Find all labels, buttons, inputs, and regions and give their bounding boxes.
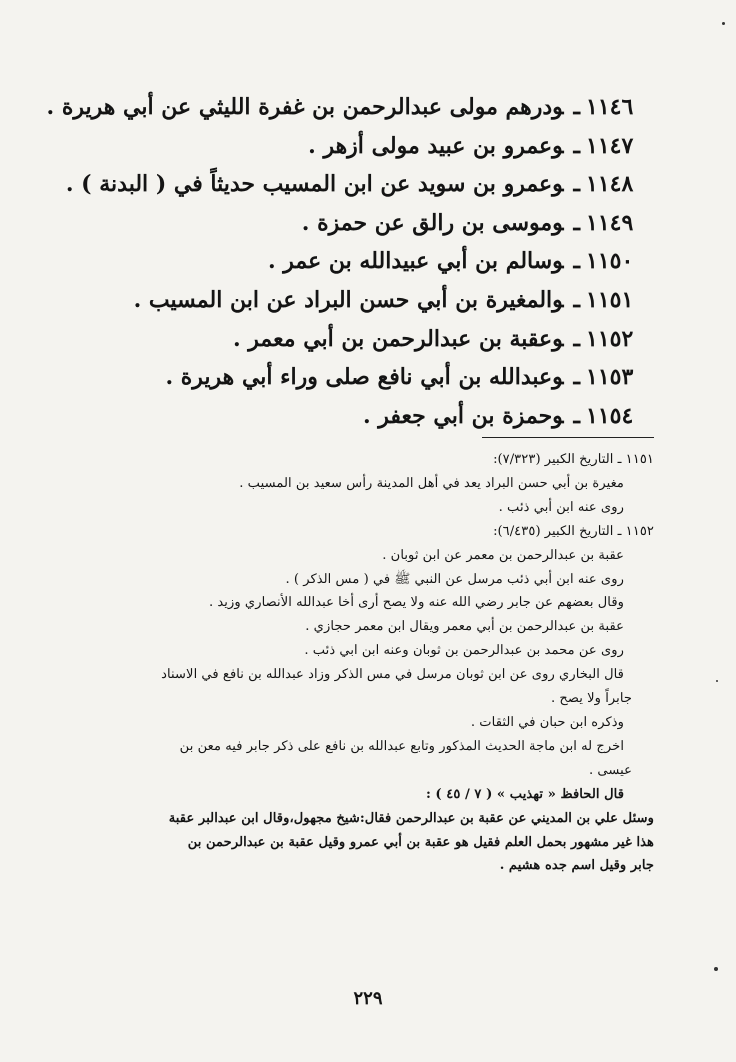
ibn-majah-line: اخرج له ابن ماجة الحديث المذكور وتابع عبدالله بن نافع على ذكر جابر فيه معن بن: [179, 738, 624, 754]
footnote-line: عقبة بن عبدالرحمن بن أبي معمر ويقال ابن معمر حجازي .: [305, 619, 624, 635]
entry-number: ١١٥٣: [586, 364, 634, 391]
entry: ١١٥٢ـوعقبة بن عبدالرحمن بن أبي معمر .: [44, 320, 644, 359]
entry-text: وسالم بن أبي عبيدالله بن عمر .: [267, 248, 564, 275]
hafiz-text-line: وسئل علي بن المديني عن عقبة بن عبدالرحمن فقال:شيخ مجهول،وقال ابن عبدالبر عقبة: [168, 810, 654, 826]
entry-number: ١١٥١: [586, 286, 634, 313]
entry-number: ١١٥٢: [586, 325, 634, 352]
entry: ١١٥٣ـوعبدالله بن أبي نافع صلى وراء أبي هريرة .: [44, 358, 644, 397]
entry-list: [44, 88, 644, 435]
footnote-line: مغيرة بن أبي حسن البراد يعد في أهل المدينة رأس سعيد بن المسيب .: [239, 475, 624, 491]
bukhari-quote-line: قال البخاري روى عن ابن ثوبان مرسل في مس الذكر وزاد عبدالله بن نافع في الاسناد: [161, 667, 624, 683]
entry-text: ودرهم مولى عبدالرحمن بن غفرة الليثي عن أبي هريرة .: [46, 94, 564, 120]
footnote-line: روى عنه ابن أبي ذئب .: [498, 499, 624, 515]
entry-number: ١١٤٦: [586, 94, 634, 120]
entry-text: وعمرو بن عبيد مولى أزهر .: [308, 132, 564, 159]
hafiz-text-line: هذا غير مشهور بحمل العلم فقيل هو عقبة بن أبي عمرو وقيل عقبة بن عبدالرحمن بن: [187, 834, 654, 850]
entry: ١١٥٠ـوسالم بن أبي عبيدالله بن عمر .: [44, 242, 644, 281]
footnote-line: عقبة بن عبدالرحمن بن معمر عن ابن ثوبان .: [382, 547, 624, 563]
entry-text: وحمزة بن أبي جعفر .: [362, 402, 564, 429]
entry-number: ١١٥٤: [586, 402, 634, 429]
entry: ١١٥١ـوالمغيرة بن أبي حسن البراد عن ابن المسيب .: [44, 281, 644, 320]
entry-text: والمغيرة بن أبي حسن البراد عن ابن المسيب .: [133, 286, 564, 313]
entry-text: وعبدالله بن أبي نافع صلى وراء أبي هريرة .: [165, 364, 564, 391]
entry: ١١٤٨ـوعمرو بن سويد عن ابن المسيب حديثاً في ( البدنة ) .: [44, 165, 644, 204]
entry: ١١٤٧ـوعمرو بن عبيد مولى أزهر .: [44, 127, 644, 166]
entry-number: ١١٤٩: [586, 209, 634, 236]
ibn-majah-continuation: عيسى .: [589, 762, 632, 778]
footnotes: [94, 448, 654, 878]
footnote-heading: ١١٥٢ ـ التاريخ الكبير (٦/٤٣٥):: [493, 523, 654, 539]
hafiz-heading: قال الحافظ « تهذيب » ( ٧ / ٤٥ ) :: [425, 786, 624, 802]
entry-text: وموسى بن رالق عن حمزة .: [301, 209, 564, 236]
footnote-line: وقال بعضهم عن جابر رضي الله عنه ولا يصح أرى أخا عبدالله الأنصاري وزيد .: [208, 595, 624, 611]
entry-number: ١١٤٨: [586, 171, 634, 198]
bukhari-quote-continuation: جابراً ولا يصح .: [550, 691, 632, 707]
entry-number: ١١٥٠: [586, 248, 634, 275]
ibn-hibban-line: وذكره ابن حبان في الثقات .: [470, 714, 624, 730]
entry-text: وعمرو بن سويد عن ابن المسيب حديثاً في ( البدنة ) .: [65, 171, 564, 198]
entry-text: وعقبة بن عبدالرحمن بن أبي معمر .: [232, 325, 564, 352]
footnote-heading: ١١٥١ ـ التاريخ الكبير (٧/٣٢٣):: [493, 452, 654, 467]
scan-speck: [714, 967, 718, 971]
footnote-divider: [482, 437, 654, 438]
entry-number: ١١٤٧: [586, 132, 634, 159]
entry: ١١٤٩ـوموسى بن رالق عن حمزة .: [44, 204, 644, 243]
entry: ١١٤٦ـودرهم مولى عبدالرحمن بن غفرة الليثي عن أبي هريرة .: [44, 88, 644, 127]
footnote-line: روى عنه ابن أبي ذئب مرسل عن النبي ﷺ في ( مس الذكر ) .: [285, 571, 624, 587]
page-number: ٢٢٩: [353, 988, 383, 1009]
scan-speck: [716, 680, 718, 682]
footnote-line: روى عن محمد بن عبدالرحمن بن ثوبان وعنه ابن ابي ذئب .: [304, 643, 624, 659]
hafiz-text-line: جابر وقيل اسم جده هشيم .: [499, 858, 654, 874]
scan-speck: [722, 22, 725, 25]
entry: ١١٥٤ـوحمزة بن أبي جعفر .: [44, 397, 644, 436]
